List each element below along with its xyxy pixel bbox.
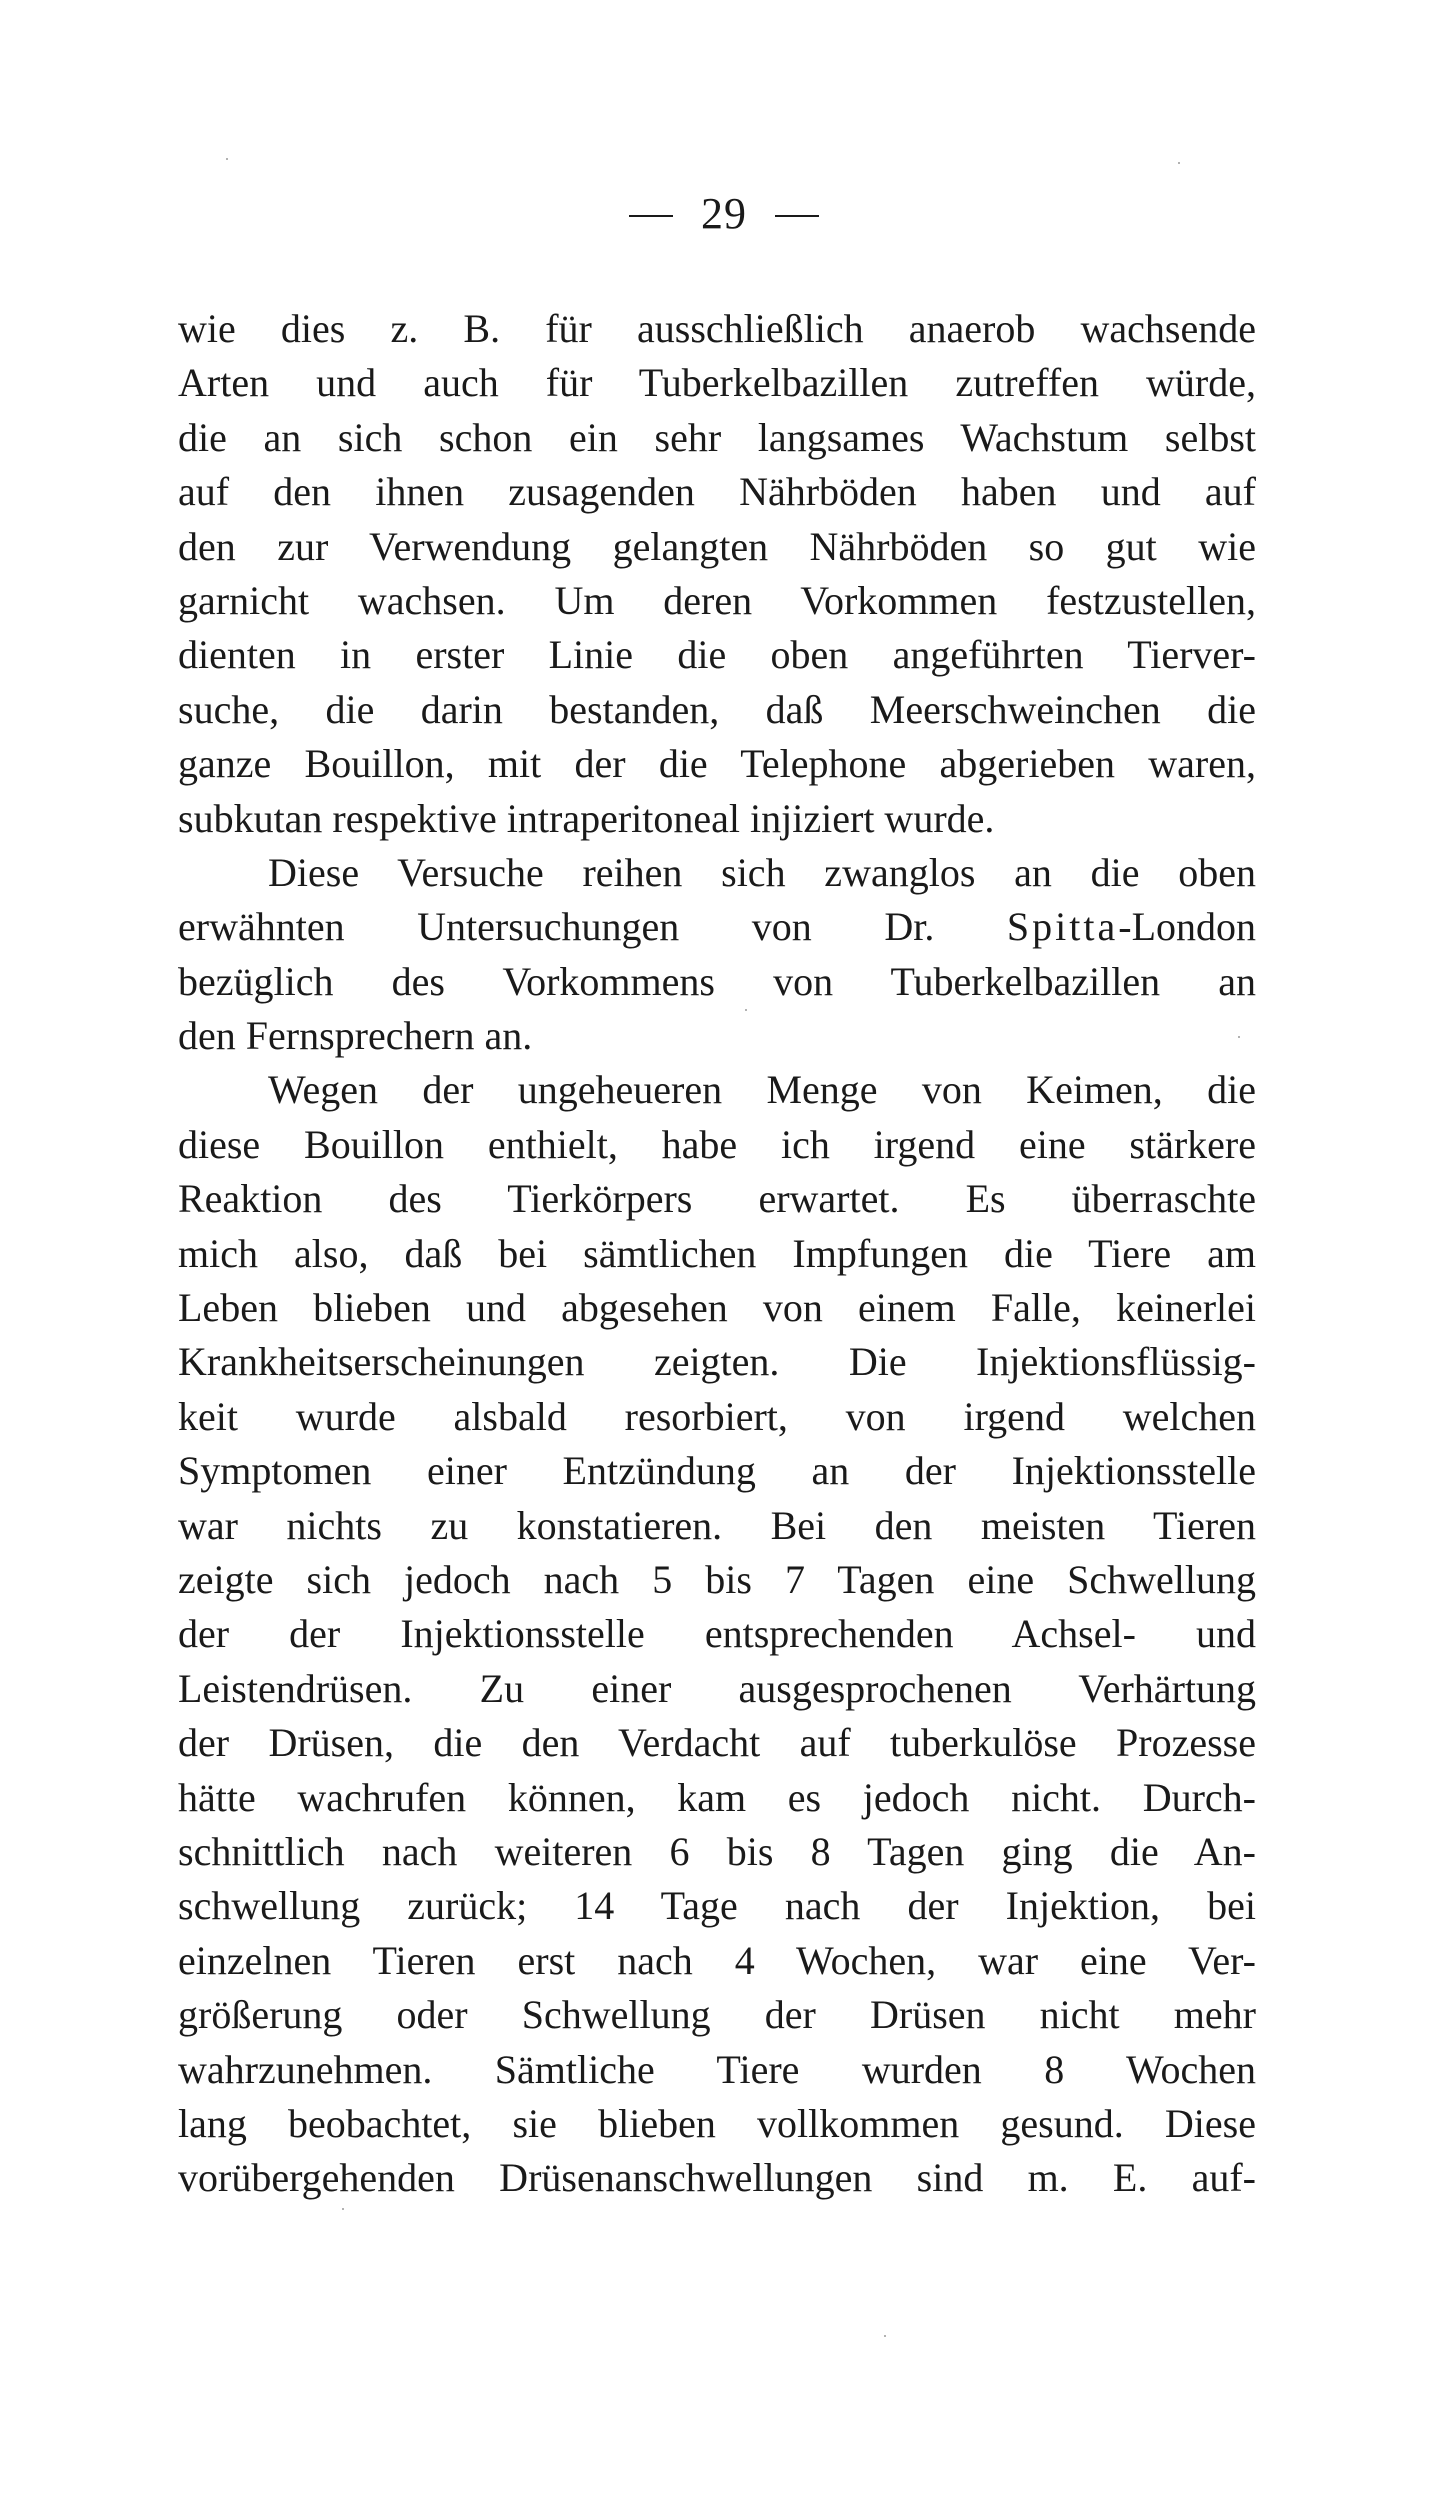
text-line: der Drüsen, die den Verdacht auf tuberkulöse Prozesse: [178, 1720, 1256, 1766]
text-line: keit wurde alsbald resorbiert, von irgend welchen: [178, 1393, 1256, 1439]
text-line: der der Injektionsstelle entsprechenden Achsel- und: [178, 1611, 1256, 1657]
print-speck: [1178, 162, 1180, 164]
page-number-right-dash: [775, 215, 819, 217]
print-speck: [226, 158, 228, 160]
text-line: einzelnen Tieren erst nach 4 Wochen, war eine Ver-: [178, 1937, 1256, 1983]
text-line: vorübergehenden Drüsenanschwellungen sind m. E. auf-: [178, 2155, 1256, 2201]
text-line: garnicht wachsen. Um deren Vorkommen festzustellen,: [178, 577, 1256, 623]
text-line: lang beobachtet, sie blieben vollkommen gesund. Diese: [178, 2100, 1256, 2146]
text-line: Leben blieben und abgesehen von einem Falle, keinerlei: [178, 1285, 1256, 1331]
text-line: Arten und auch für Tuberkelbazillen zutreffen würde,: [178, 360, 1256, 406]
text-line: schwellung zurück; 14 Tage nach der Injektion, bei: [178, 1883, 1256, 1929]
text-line: schnittlich nach weiteren 6 bis 8 Tagen ging die An-: [178, 1828, 1256, 1874]
text-line: Symptomen einer Entzündung an der Injektionsstelle: [178, 1448, 1256, 1494]
text-line: dienten in erster Linie die oben angeführten Tierver-: [178, 632, 1256, 678]
body-text: [178, 302, 1256, 2206]
text-line: die an sich schon ein sehr langsames Wachstum selbst: [178, 414, 1256, 460]
text-line: ganze Bouillon, mit der die Telephone abgerieben waren,: [178, 741, 1256, 787]
text-line: Wegen der ungeheueren Menge von Keimen, die: [268, 1067, 1256, 1113]
text-line: suche, die darin bestanden, daß Meerschweinchen die: [178, 686, 1256, 732]
author-name-spitta: Spitta: [1006, 904, 1119, 950]
text-line: auf den ihnen zusagenden Nährböden haben und auf: [178, 469, 1256, 515]
text-line: war nichts zu konstatieren. Bei den meisten Tieren: [178, 1502, 1256, 1548]
print-speck: [342, 2208, 344, 2210]
text-line: den Fernsprechern an.: [178, 1013, 533, 1059]
page-number: [0, 186, 1448, 242]
text-line: diese Bouillon enthielt, habe ich irgend eine stärkere: [178, 1121, 1256, 1167]
text-segment: -London: [1118, 904, 1257, 950]
text-segment: erwähnten Untersuchungen von Dr.: [178, 904, 935, 950]
text-line: Leistendrüsen. Zu einer ausgesprochenen Verhärtung: [178, 1665, 1256, 1711]
text-line: wie dies z. B. für ausschließlich anaerob wachsende: [178, 306, 1256, 351]
text-line: wahrzunehmen. Sämtliche Tiere wurden 8 Wochen: [178, 2046, 1256, 2092]
print-speck: [884, 2335, 886, 2337]
text-line: zeigte sich jedoch nach 5 bis 7 Tagen eine Schwellung: [178, 1556, 1256, 1602]
page-number-left-dash: [629, 215, 673, 217]
text-line: den zur Verwendung gelangten Nährböden so gut wie: [178, 523, 1256, 569]
text-line: größerung oder Schwellung der Drüsen nicht mehr: [178, 1992, 1256, 2038]
page-number-value: 29: [701, 189, 747, 238]
text-line: hätte wachrufen können, kam es jedoch nicht. Durch-: [178, 1774, 1256, 1820]
text-line: Reaktion des Tierkörpers erwartet. Es überraschte: [178, 1176, 1256, 1222]
text-line: bezüglich des Vorkommens von Tuberkelbazillen an: [178, 958, 1256, 1004]
text-line: [178, 900, 1256, 954]
text-line: Diese Versuche reihen sich zwanglos an die oben: [268, 849, 1256, 895]
text-line: subkutan respektive intraperitoneal injiziert wurde.: [178, 795, 995, 841]
text-line: mich also, daß bei sämtlichen Impfungen die Tiere am: [178, 1230, 1256, 1276]
text-line: Krankheitserscheinungen zeigten. Die Injektionsflüssig-: [178, 1339, 1256, 1385]
